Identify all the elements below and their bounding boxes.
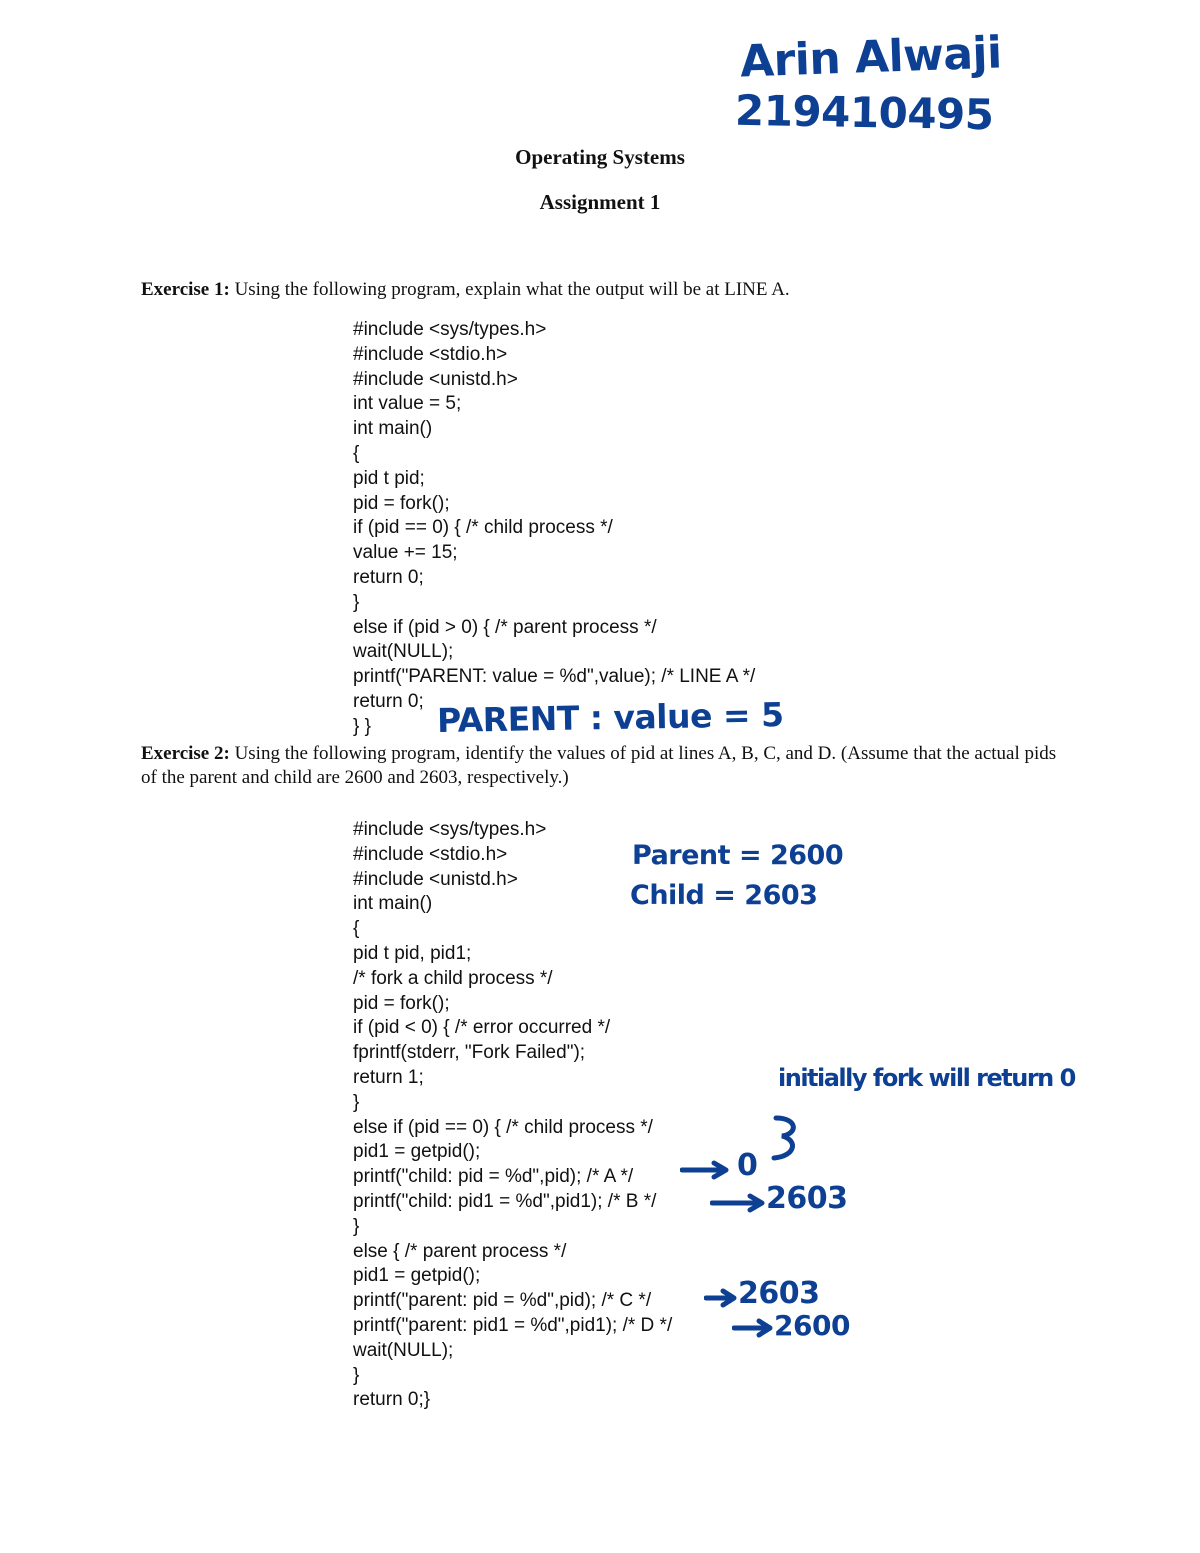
exercise-2-text: Using the following program, identify the values of pid at lines A, B, C, and D. (Assume that the actual pids of the parent and child are 2600 and 2603, respectively.): [141, 743, 1057, 788]
code-line: return 0;: [353, 566, 424, 588]
note-child-pid: Child = 2603: [630, 880, 818, 911]
code-line: int value = 5;: [353, 393, 462, 415]
code-line: pid t pid;: [353, 467, 425, 489]
answer-d: 2600: [774, 1309, 850, 1342]
code-line: printf("child: pid1 = %d",pid1); /* B */: [353, 1190, 657, 1212]
code-line: pid t pid, pid1;: [353, 942, 472, 964]
code-line: #include <unistd.h>: [353, 368, 518, 390]
code-line: }: [353, 1091, 360, 1113]
answer-a: 0: [737, 1148, 758, 1183]
code-line: #include <sys/types.h>: [353, 819, 547, 840]
code-line: printf("parent: pid = %d",pid); /* C */: [353, 1290, 652, 1312]
note-parent-pid: Parent = 2600: [632, 840, 844, 871]
arrow-right-icon: [704, 1288, 740, 1308]
code-line: int main(): [353, 418, 433, 440]
code-line: else if (pid == 0) { /* child process */: [353, 1116, 653, 1138]
signature-student-id: 219410495: [734, 85, 994, 140]
code-line: wait(NULL);: [353, 641, 454, 663]
code-line: #include <sys/types.h>: [353, 319, 547, 340]
exercise-1-answer: PARENT : value = 5: [436, 694, 784, 741]
code-line: }: [353, 1215, 360, 1237]
code-line: printf("parent: pid1 = %d",pid1); /* D */: [353, 1314, 673, 1336]
code-line: #include <unistd.h>: [353, 868, 518, 890]
code-line: #include <stdio.h>: [353, 343, 508, 365]
signature-name: Arin Alwaji: [739, 27, 1003, 88]
exercise-1-code: [353, 318, 755, 740]
code-line: if (pid == 0) { /* child process */: [353, 517, 613, 539]
curved-arrow-icon: [768, 1112, 808, 1162]
exercise-1-label: Exercise 1:: [141, 279, 230, 300]
code-line: return 0;: [353, 690, 424, 712]
code-line: }: [353, 591, 360, 613]
code-line: pid1 = getpid();: [353, 1141, 481, 1163]
arrow-right-icon: [680, 1160, 732, 1180]
code-line: pid1 = getpid();: [353, 1265, 481, 1287]
code-line: }: [353, 1364, 360, 1386]
answer-b: 2603: [766, 1181, 848, 1216]
assignment-title: Assignment 1: [539, 190, 661, 214]
arrow-right-icon: [732, 1318, 776, 1338]
exercise-1-text: Using the following program, explain what the output will be at LINE A.: [229, 279, 790, 300]
code-line: pid = fork();: [353, 992, 450, 1014]
course-title: Operating Systems: [515, 145, 685, 169]
note-fork-returns: initially fork will return 0: [778, 1064, 1075, 1092]
code-line: value += 15;: [353, 542, 458, 564]
code-line: return 0;}: [353, 1389, 431, 1411]
code-line: printf("PARENT: value = %d",value); /* LINE A */: [353, 666, 756, 688]
exercise-2-prompt: [141, 742, 1071, 790]
exercise-2-code: [353, 818, 672, 1413]
exercise-2-label: Exercise 2:: [141, 743, 230, 764]
code-line: int main(): [353, 893, 433, 915]
code-line: wait(NULL);: [353, 1339, 454, 1361]
code-line: {: [353, 918, 360, 940]
code-line: else { /* parent process */: [353, 1240, 567, 1262]
arrow-right-icon: [710, 1193, 768, 1213]
code-line: return 1;: [353, 1066, 424, 1088]
code-line: if (pid < 0) { /* error occurred */: [353, 1017, 611, 1039]
code-line: #include <stdio.h>: [353, 843, 508, 865]
code-line: /* fork a child process */: [353, 967, 553, 989]
answer-c: 2603: [738, 1276, 820, 1311]
exercise-1-prompt: [141, 278, 1071, 302]
code-line: } }: [353, 715, 371, 737]
code-line: fprintf(stderr, "Fork Failed");: [353, 1042, 586, 1064]
code-line: {: [353, 442, 360, 464]
code-line: printf("child: pid = %d",pid); /* A */: [353, 1166, 634, 1188]
code-line: pid = fork();: [353, 492, 450, 514]
code-line: else if (pid > 0) { /* parent process */: [353, 616, 657, 638]
